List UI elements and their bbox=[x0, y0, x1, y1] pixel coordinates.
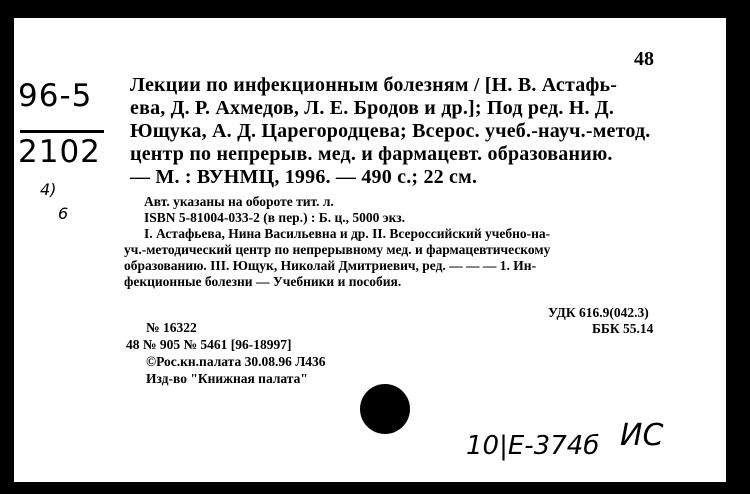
udc-code: УДК 616.9(042.3) bbox=[548, 305, 649, 320]
title-line-1: Лекции по инфекционным болезням / [Н. В. Астафь- bbox=[130, 74, 618, 96]
handwritten-call-number: 10|Е-374б bbox=[466, 431, 600, 461]
note-line-3: I. Астафьева, Нина Васильевна и др. II. Всероссийский учебно-на- bbox=[144, 226, 551, 241]
handwritten-initials: ИС bbox=[620, 418, 664, 453]
catalog-card bbox=[14, 18, 726, 482]
margin-note-1: 4) bbox=[40, 180, 57, 199]
title-line-3: Ющука, А. Д. Царегородцева; Всерос. учеб.-науч.-метод. bbox=[130, 120, 651, 142]
note-line-2: ISBN 5-81004-033-2 (в пер.) : Б. ц., 5000 экз. bbox=[144, 210, 405, 225]
shelfmark-bottom: 2102 bbox=[18, 134, 101, 170]
title-line-4: центр по непрерыв. мед. и фармацевт. образованию. bbox=[130, 143, 613, 165]
note-line-5: образованию. III. Ющук, Николай Дмитриевич, ред. — — — 1. Ин- bbox=[124, 258, 537, 273]
note-line-6: фекционные болезни — Учебники и пособия. bbox=[124, 274, 402, 289]
margin-note-2: 6 bbox=[58, 204, 69, 223]
title-line-2: ева, Д. Р. Ахмедов, Л. Е. Бродов и др.]; Под ред. Н. Д. bbox=[130, 97, 615, 119]
stats-line-2: 48 № 905 № 5461 [96-18997] bbox=[126, 337, 292, 352]
stats-line-1: № 16322 bbox=[146, 320, 197, 335]
note-line-4: уч.-методический центр по непрерывному мед. и фармацевтическому bbox=[124, 242, 551, 257]
stats-line-4: Изд-во "Книжная палата" bbox=[146, 371, 308, 386]
shelfmark-divider bbox=[20, 130, 104, 133]
note-line-1: Авт. указаны на обороте тит. л. bbox=[144, 194, 334, 209]
punch-hole bbox=[360, 384, 410, 434]
bbk-code: ББК 55.14 bbox=[592, 321, 654, 336]
title-line-5: — М. : ВУНМЦ, 1996. — 490 с.; 22 см. bbox=[130, 166, 478, 188]
stats-line-3: ©Рос.кн.палата 30.08.96 Л436 bbox=[146, 354, 326, 369]
shelfmark-top: 96-5 bbox=[18, 78, 93, 114]
page-number: 48 bbox=[634, 48, 654, 70]
